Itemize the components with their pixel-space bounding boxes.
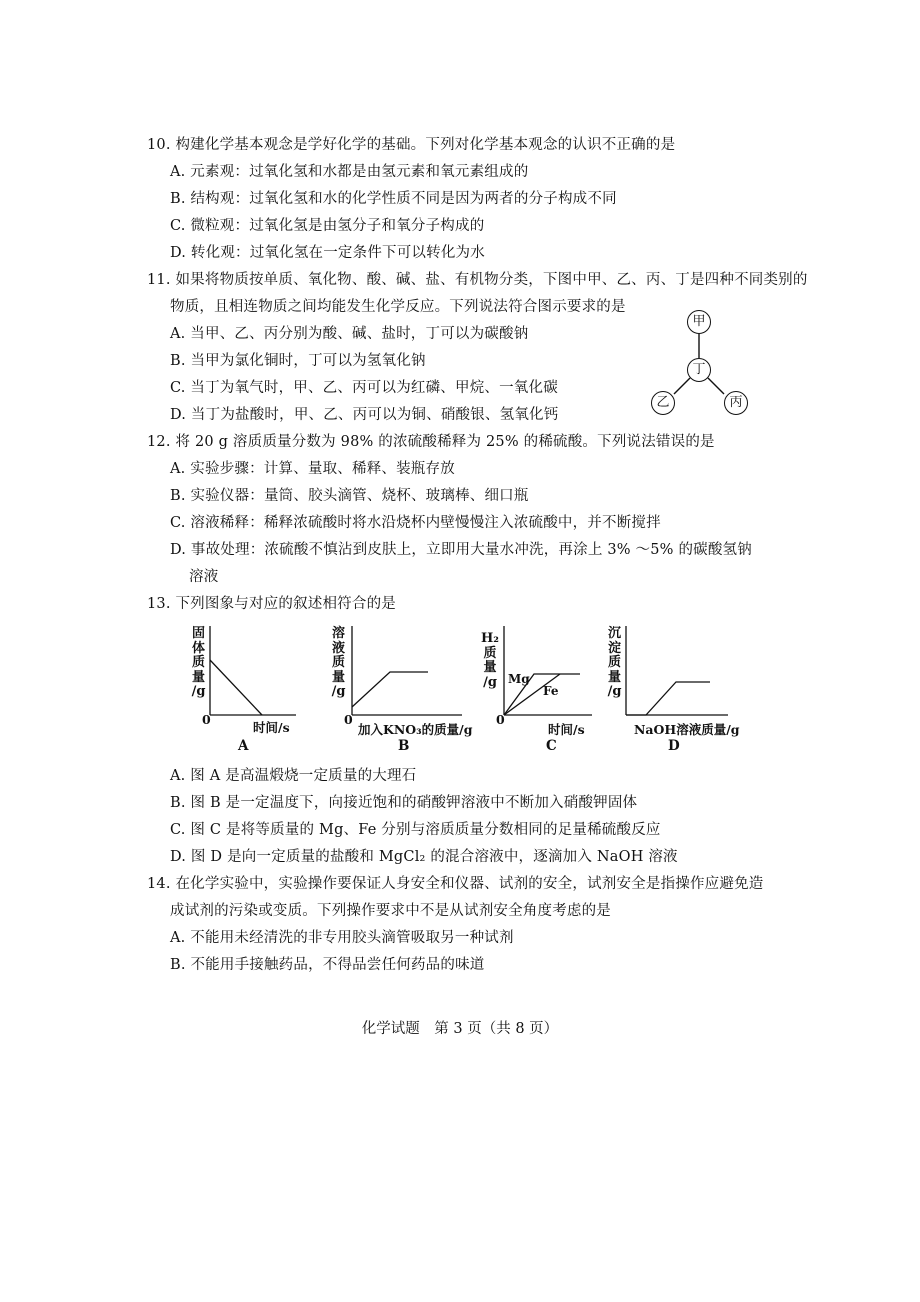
graph-c-origin: 0 [496,712,505,727]
graph-c-caption: C [546,738,557,754]
node-bing: 丙 [724,391,748,415]
node-ding: 丁 [687,358,711,382]
q11-option-a: A. 当甲、乙、丙分别为酸、碱、盐时，丁可以为碳酸钠 [170,326,529,342]
graph-d-ylabel: 沉 淀 质 量 /g [607,626,622,699]
graph-c [480,622,605,757]
q12-option-a: A. 实验步骤：计算、量取、稀释、装瓶存放 [170,461,455,477]
graph-d-caption: D [668,738,680,754]
q14-option-a: A. 不能用未经清洗的非专用胶头滴管吸取另一种试剂 [170,930,514,946]
q10-option-c: C. 微粒观：过氧化氢是由氢分子和氧分子构成的 [170,218,485,234]
graph-c-xlabel: 时间/s [548,722,585,737]
graph-b-xlabel: 加入KNO₃的质量/g [358,722,473,737]
q10-stem: 10. 构建化学基本观念是学好化学的基础。下列对化学基本观念的认识不正确的是 [147,137,676,153]
q10-option-b: B. 结构观：过氧化氢和水的化学性质不同是因为两者的分子构成不同 [170,191,617,207]
q11-stem-line1: 11. 如果将物质按单质、氧化物、酸、碱、盐、有机物分类，下图中甲、乙、丙、丁是四种不同类别的 [147,272,808,288]
graph-b-ylabel: 溶 液 质 量 /g [331,626,346,699]
q13-option-a: A. 图 A 是高温煅烧一定质量的大理石 [170,768,417,784]
q14-stem-line1: 14. 在化学实验中，实验操作要保证人身安全和仪器、试剂的安全，试剂安全是指操作应避免造 [147,876,764,892]
graph-a-origin: 0 [202,712,211,727]
q14-option-b: B. 不能用手接触药品，不得品尝任何药品的味道 [170,957,485,973]
q12-stem: 12. 将 20 g 溶质质量分数为 98% 的浓硫酸稀释为 25% 的稀硫酸。下列说法错误的是 [147,434,715,450]
q12-option-d: D. 事故处理：浓硫酸不慎沾到皮肤上，立即用大量水冲洗，再涂上 3% ～5% 的碳酸氢钠 [170,542,752,558]
graph-a-xlabel: 时间/s [253,720,290,735]
node-jia: 甲 [687,310,711,334]
q13-option-d: D. 图 D 是向一定质量的盐酸和 MgCl₂ 的混合溶液中，逐滴加入 NaOH 溶液 [170,849,678,865]
q10-option-a: A. 元素观：过氧化氢和水都是由氢元素和氧元素组成的 [170,164,529,180]
graph-a-ylabel: 固 体 质 量 /g [191,626,206,699]
node-yi: 乙 [651,391,675,415]
graph-a-plot [190,622,300,722]
graph-d-xlabel: NaOH溶液质量/g [634,722,740,737]
q11-option-b: B. 当甲为氯化铜时，丁可以为氢氧化钠 [170,353,426,369]
graph-b-caption: B [398,738,410,754]
graph-b [330,622,475,757]
q11-stem-line2: 物质，且相连物质之间均能发生化学反应。下列说法符合图示要求的是 [170,299,626,315]
q12-option-c: C. 溶液稀释：稀释浓硫酸时将水沿烧杯内壁慢慢注入浓硫酸中，并不断搅拌 [170,515,661,531]
graph-c-ylabel: H₂ 质 量 /g [481,631,499,690]
graph-a-caption: A [238,738,249,754]
q11-option-d: D. 当丁为盐酸时，甲、乙、丙可以为铜、硝酸银、氢氧化钙 [170,407,559,423]
graph-c-mg-label: Mg [508,672,530,686]
q12-option-b: B. 实验仪器：量筒、胶头滴管、烧杯、玻璃棒、细口瓶 [170,488,529,504]
graph-b-origin: 0 [344,712,353,727]
graph-a [190,622,300,757]
graph-c-fe-label: Fe [543,684,559,698]
graph-d-plot [606,622,741,722]
graph-c-plot [480,622,605,722]
graph-b-plot [330,622,475,722]
q11-relation-diagram [650,305,770,420]
q13-option-c: C. 图 C 是将等质量的 Mg、Fe 分别与溶质质量分数相同的足量稀硫酸反应 [170,822,661,838]
q13-stem: 13. 下列图象与对应的叙述相符合的是 [147,596,396,612]
page-footer: 化学试题 第 3 页（共 8 页） [361,1021,559,1037]
graph-d [606,622,741,757]
q14-stem-line2: 成试剂的污染或变质。下列操作要求中不是从试剂安全角度考虑的是 [170,903,611,919]
q12-option-d-cont: 溶液 [189,569,219,585]
q11-option-c: C. 当丁为氧气时，甲、乙、丙可以为红磷、甲烷、一氧化碳 [170,380,558,396]
q13-option-b: B. 图 B 是一定温度下，向接近饱和的硝酸钾溶液中不断加入硝酸钾固体 [170,795,638,811]
q10-option-d: D. 转化观：过氧化氢在一定条件下可以转化为水 [170,245,485,261]
